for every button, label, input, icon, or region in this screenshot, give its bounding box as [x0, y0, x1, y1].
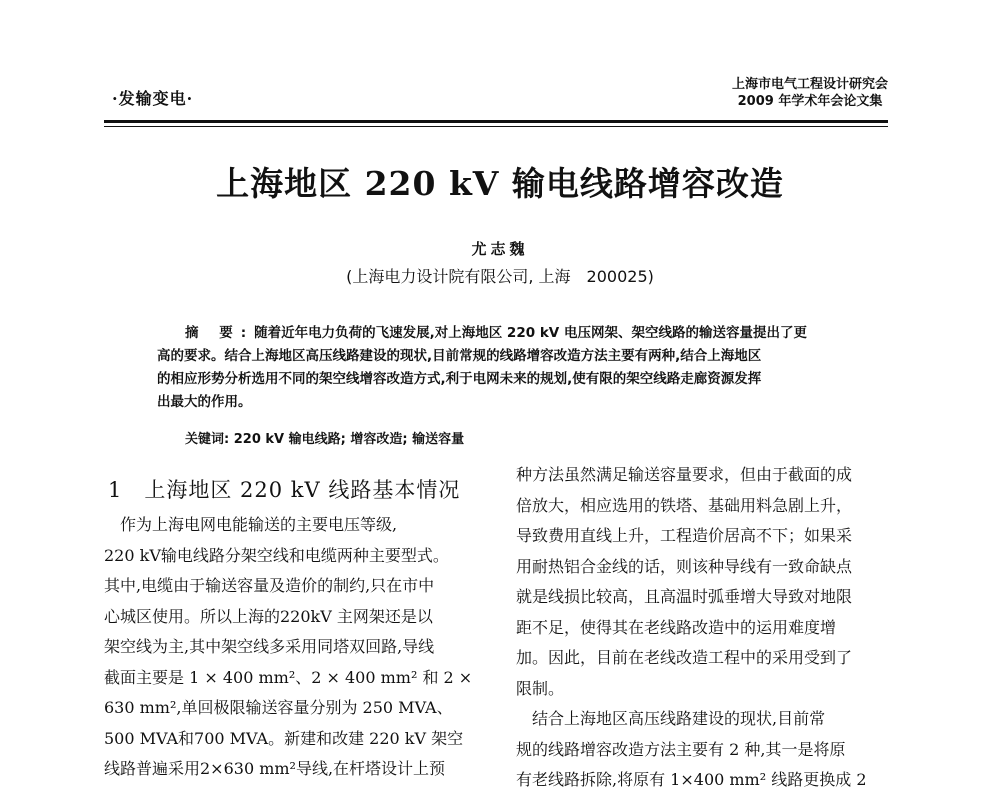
body-line: 结合上海地区高压线路建设的现状,目前常 [516, 709, 826, 728]
body-line: 距不足，使得其在老线路改造中的运用难度增 [516, 617, 837, 637]
abstract-label: 摘 要: [185, 325, 255, 341]
body-line: 就是线损比较高，且高温时弧垂增大导致对地限 [516, 587, 853, 606]
abstract-line: 的相应形势分析选用不同的架空线增容改造方式,利于电网未来的规划,使有限的架空线路走廊资源发挥 [157, 371, 762, 387]
body-line: 规的线路增容改造方法主要有 2 种,其一是将原 [516, 739, 846, 759]
header-rule-thin [104, 126, 888, 127]
running-header [732, 76, 888, 110]
abstract-line: 出最大的作用。 [157, 394, 252, 410]
body-line: 用耐热铝合金线的话，则该种导线有一致命缺点 [516, 556, 853, 576]
body-line: 其中,电缆由于输送容量及造价的制约,只在市中 [104, 576, 435, 595]
body-line: 限制。 [516, 678, 565, 698]
body-line: 种方法虽然满足输送容量要求，但由于截面的成 [516, 465, 853, 484]
section-heading [108, 474, 460, 504]
paper-title: 上海地区 220 kV 输电线路增容改造 [216, 164, 784, 203]
body-line: 作为上海电网电能输送的主要电压等级, [104, 515, 398, 534]
body-line: 220 kV输电线路分架空线和电缆两种主要型式。 [104, 545, 449, 565]
author-affiliation: (上海电力设计院有限公司, 上海 200025) [346, 267, 654, 286]
body-line: 心城区使用。所以上海的220kV 主网架还是以 [104, 606, 433, 626]
body-line: 有老线路拆除,将原有 1×400 mm² 线路更换成 2 [516, 770, 867, 789]
keywords: 关键词: 220 kV 输电线路; 增容改造; 输送容量 [185, 432, 465, 447]
body-line: 500 MVA和700 MVA。新建和改建 220 kV 架空 [104, 728, 464, 748]
right-column [516, 460, 892, 796]
section-number: 1 [108, 478, 123, 502]
section-tag: ·发输变电· [112, 89, 194, 108]
body-line: 架空线为主,其中架空线多采用同塔双回路,导线 [104, 637, 435, 656]
header-rule-thick [104, 120, 888, 123]
org-name: 上海市电气工程设计研究会 [731, 77, 888, 92]
body-line: 倍放大，相应选用的铁塔、基础用料急剧上升， [516, 495, 853, 515]
body-line: 加。因此，目前在老线改造工程中的采用受到了 [516, 648, 853, 667]
abstract-line [157, 322, 865, 345]
body-line: 线路普遍采用2×630 mm²导线,在杆塔设计上预 [104, 759, 446, 778]
abstract-text: 随着近年电力负荷的飞速发展,对上海地区 220 kV 电压网架、架空线路的输送容量提出了更 [254, 325, 807, 341]
abstract-line: 高的要求。结合上海地区高压线路建设的现状,目前常规的线路增容改造方法主要有两种,结合上海地区 [157, 348, 762, 364]
proceedings-name: 2009 年学术年会论文集 [737, 94, 883, 109]
author-name: 尤志魏 [471, 240, 529, 258]
section-title: 上海地区 220 kV 线路基本情况 [144, 478, 461, 502]
body-line: 截面主要是 1 × 400 mm²、2 × 400 mm² 和 2 × [104, 667, 473, 687]
body-line: 630 mm²,单回极限输送容量分别为 250 MVA、 [104, 698, 453, 717]
left-column [104, 510, 484, 785]
body-line: 导致费用直线上升，工程造价居高不下；如果采 [516, 526, 853, 545]
abstract [157, 322, 865, 414]
